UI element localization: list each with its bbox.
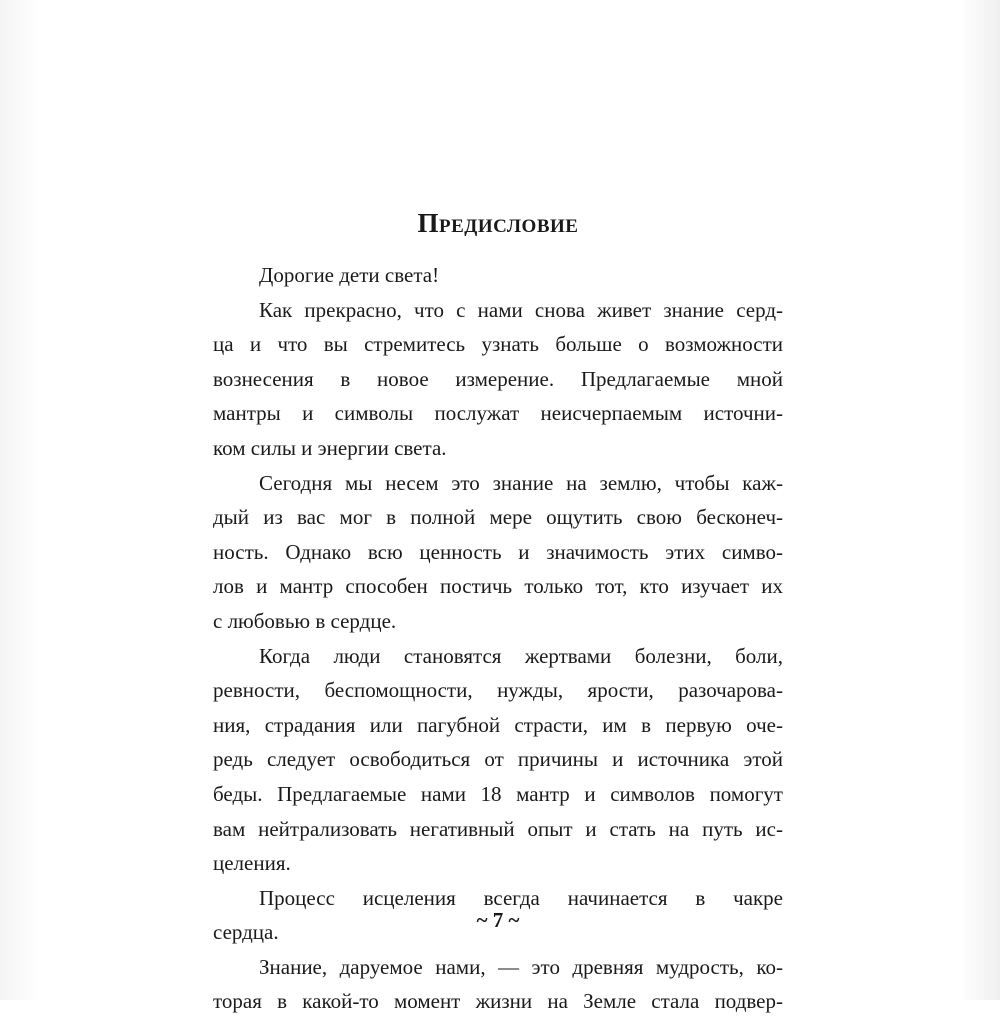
text-line: с любовью в сердце. [213, 608, 397, 633]
text-line: целения. [213, 851, 291, 876]
text-line: вам нейтрализовать негативный опыт и стать на путь ис- [213, 816, 783, 841]
text-line: Процесс исцеления всегда начинается в чакре [259, 885, 783, 910]
text-line: Сегодня мы несем это знание на землю, чтобы каж- [259, 470, 783, 495]
text-line: сердца. [213, 920, 279, 945]
text-line: беды. Предлагаемые нами 18 мантр и символов помогут [213, 781, 783, 806]
book-page [213, 0, 783, 1014]
text-line: Как прекрасно, что с нами снова живет знание серд- [259, 297, 783, 322]
text-line: ность. Однако всю ценность и значимость этих симво- [213, 539, 783, 564]
text-line: ревности, беспомощности, нужды, ярости, разочарова- [213, 678, 783, 703]
text-line: вознесения в новое измерение. Предлагаемые мной [213, 366, 783, 391]
text-line: редь следует освободиться от причины и источника этой [213, 747, 783, 772]
text-line: торая в какой-то момент жизни на Земле стала подвер- [213, 989, 783, 1014]
text-line: Когда люди становятся жертвами болезни, боли, [259, 643, 783, 668]
text-line: Дорогие дети света! [259, 263, 440, 287]
page-number: ~ 7 ~ [476, 908, 520, 932]
text-line: дый из вас мог в полной мере ощутить свою бесконеч- [213, 505, 783, 530]
body-text [213, 258, 783, 1019]
text-line: мантры и символы послужат неисчерпаемым источни- [213, 401, 783, 426]
text-line: ния, страдания или пагубной страсти, им в первую оче- [213, 712, 783, 737]
chapter-title: Предисловие [417, 208, 579, 238]
text-line: Знание, даруемое нами, — это древняя мудрость, ко- [259, 954, 783, 979]
text-line: лов и мантр способен постичь только тот, кто изучает их [213, 574, 783, 599]
text-line: ца и что вы стремитесь узнать больше о возможности [213, 332, 783, 357]
text-line: ком силы и энергии света. [213, 435, 447, 460]
